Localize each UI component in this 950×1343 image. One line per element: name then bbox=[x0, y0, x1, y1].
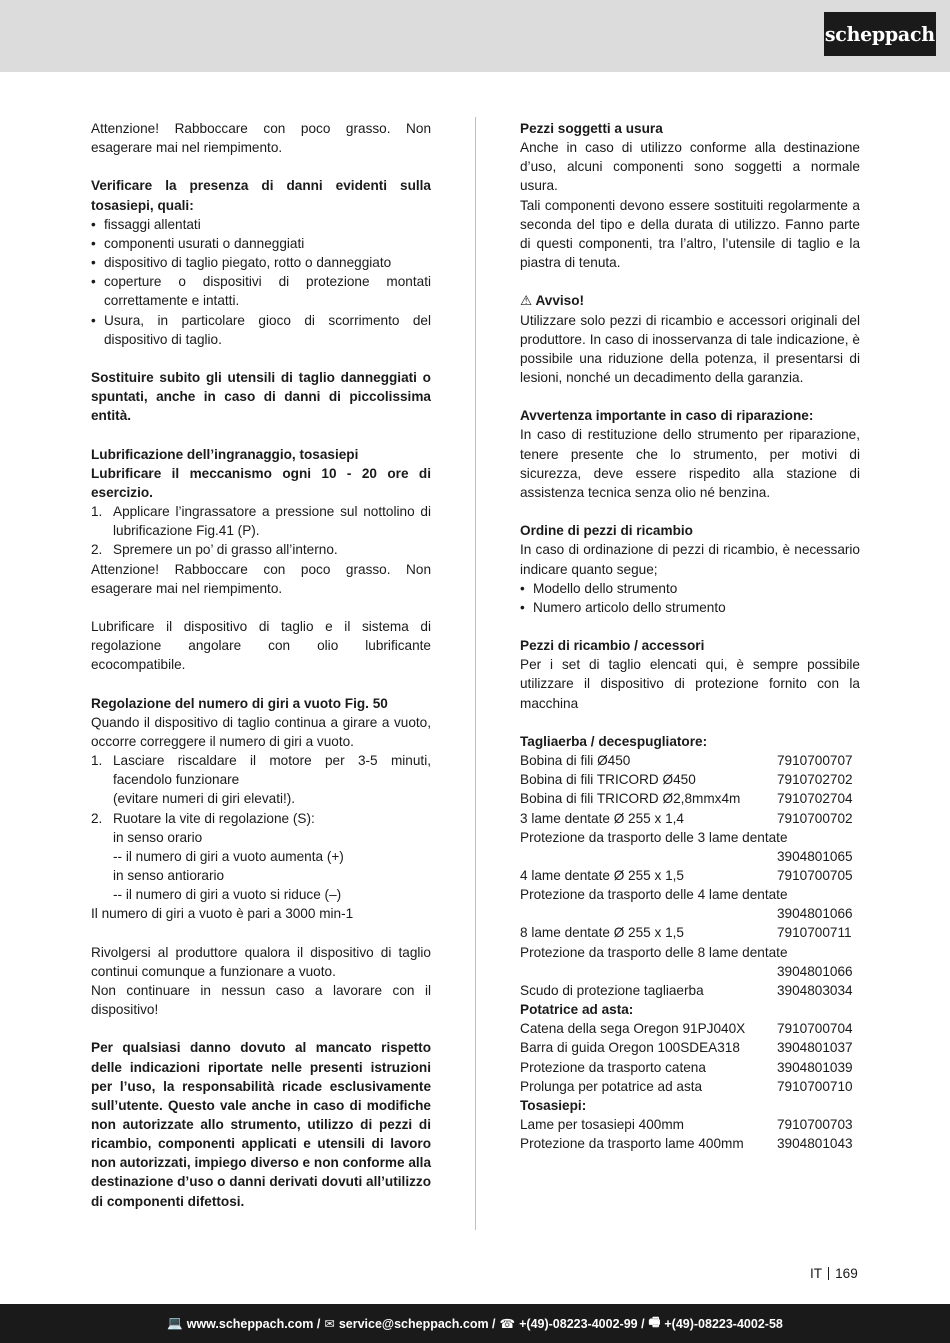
part-name: Scudo di protezione tagliaerba bbox=[520, 982, 704, 998]
parts-row bbox=[520, 962, 860, 981]
part-code: 7910700711 bbox=[777, 925, 852, 941]
part-name: Protezione da trasporto delle 3 lame dentate bbox=[520, 829, 788, 845]
email-link[interactable]: service@scheppach.com / bbox=[338, 1316, 496, 1331]
page-language: IT bbox=[810, 1266, 823, 1281]
left-column bbox=[91, 119, 431, 1211]
parts-heading: Potatrice ad asta: bbox=[520, 1002, 634, 1018]
list-text: Applicare l’ingrassatore a pressione sul nottolino di lubrificazione Fig.41 (P). bbox=[113, 504, 431, 539]
website-link[interactable]: www.scheppach.com / bbox=[186, 1316, 321, 1331]
section-heading: Pezzi di ricambio / accessori bbox=[520, 638, 705, 654]
paragraph: Non continuare in nessun caso a lavorare con il dispositivo! bbox=[91, 982, 431, 1018]
parts-row bbox=[520, 789, 860, 808]
warning-paragraph: Sostituire subito gli utensili di taglio danneggiati o spuntati, anche in caso di danni di piccolissima entità. bbox=[91, 370, 431, 424]
brand-logo-text: scheppach bbox=[825, 22, 935, 46]
brand-logo bbox=[824, 12, 936, 56]
list-note: -- il numero di giri a vuoto si riduce (–) bbox=[113, 887, 342, 903]
part-name: Protezione da trasporto delle 8 lame dentate bbox=[520, 944, 788, 960]
list-item: • coperture o dispositivi di protezione montati correttamente e intatti. bbox=[91, 272, 431, 310]
part-code: 7910700704 bbox=[777, 1021, 853, 1037]
part-name: Protezione da trasporto lame 400mm bbox=[520, 1136, 744, 1152]
section-subheading: Lubrificare il meccanismo ogni 10 - 20 ore di esercizio. bbox=[91, 465, 431, 500]
parts-row bbox=[520, 923, 860, 942]
parts-heading: Tosasiepi: bbox=[520, 1097, 587, 1113]
page-number bbox=[810, 1265, 858, 1283]
section-heading: Pezzi soggetti a usura bbox=[520, 121, 663, 136]
parts-row bbox=[520, 904, 860, 923]
part-name: Bobina di fili Ø450 bbox=[520, 753, 631, 769]
list-item: • fissaggi allentati bbox=[91, 215, 431, 234]
part-code: 3904801037 bbox=[777, 1040, 853, 1056]
list-note: in senso orario bbox=[113, 829, 203, 845]
paragraph: Per i set di taglio elencati qui, è sempre possibile utilizzare il dispositivo di protezione fornito con la macchina bbox=[520, 657, 860, 711]
page-number-value: 169 bbox=[835, 1266, 858, 1281]
section-heading: Verificare la presenza di danni evidenti sulla tosasiepi, quali: bbox=[91, 178, 431, 213]
part-code: 3904801065 bbox=[777, 848, 853, 864]
part-name: Prolunga per potatrice ad asta bbox=[520, 1078, 703, 1094]
parts-row bbox=[520, 751, 860, 770]
part-name: Bobina di fili TRICORD Ø450 bbox=[520, 772, 696, 788]
list-note: in senso antiorario bbox=[113, 868, 225, 884]
list-note: -- il numero di giri a vuoto aumenta (+) bbox=[113, 848, 344, 864]
list-number: 1. bbox=[91, 504, 103, 520]
part-name: 4 lame dentate Ø 255 x 1,5 bbox=[520, 868, 684, 884]
part-name: Barra di guida Oregon 100SDEA318 bbox=[520, 1040, 740, 1056]
list-item: • dispositivo di taglio piegato, rotto o danneggiato bbox=[91, 253, 431, 272]
parts-row bbox=[520, 1038, 860, 1057]
parts-row bbox=[520, 847, 860, 866]
part-code: 7910700705 bbox=[777, 868, 853, 884]
ordered-list-item bbox=[91, 540, 431, 559]
paragraph: Utilizzare solo pezzi di ricambio e accessori originali del produttore. In caso di inosservanza di tale indicazione, è possibile una riduzione della potenza, il presentarsi di lesioni, nonché un decadimento della garanzia. bbox=[520, 312, 860, 386]
fax-icon: 🖷 bbox=[648, 1315, 661, 1329]
parts-row bbox=[520, 981, 860, 1000]
part-name: Protezione da trasporto catena bbox=[520, 1059, 706, 1075]
part-code: 3904803034 bbox=[777, 982, 853, 998]
phone-number: +(49)-08223-4002-99 / bbox=[519, 1316, 645, 1331]
phone-icon: ☎ bbox=[499, 1317, 516, 1331]
header-band bbox=[0, 0, 950, 72]
part-code: 7910700702 bbox=[777, 810, 853, 826]
computer-icon: 💻 bbox=[167, 1316, 183, 1330]
parts-row bbox=[520, 1019, 860, 1038]
part-code: 7910702704 bbox=[777, 791, 853, 807]
column-divider bbox=[475, 117, 476, 1230]
parts-row bbox=[520, 1134, 860, 1153]
parts-row bbox=[520, 1115, 860, 1134]
ordered-list-item bbox=[91, 751, 431, 789]
paragraph: Lubrificare il dispositivo di taglio e il sistema di regolazione angolare con olio lubrificante ecocompatibile. bbox=[91, 619, 431, 673]
list-text: Ruotare la vite di regolazione (S): bbox=[113, 810, 315, 826]
paragraph: Quando il dispositivo di taglio continua a girare a vuoto, occorre correggere il numero di giri a vuoto. bbox=[91, 714, 431, 749]
section-heading: Avvertenza importante in caso di riparazione: bbox=[520, 408, 814, 424]
parts-row bbox=[520, 866, 860, 885]
section-heading: Regolazione del numero di giri a vuoto Fig. 50 bbox=[91, 695, 388, 711]
part-name: 3 lame dentate Ø 255 x 1,4 bbox=[520, 810, 684, 826]
paragraph: Attenzione! Rabboccare con poco grasso. Non esagerare mai nel riempimento. bbox=[91, 121, 431, 156]
section-heading: Ordine di pezzi di ricambio bbox=[520, 523, 693, 539]
paragraph: Il numero di giri a vuoto è pari a 3000 min-1 bbox=[91, 906, 354, 922]
paragraph: In caso di restituzione dello strumento per riparazione, tenere presente che lo strumento, per motivi di sicurezza, deve essere rispedito alla stazione di assistenza tecnica senza olio né benzina. bbox=[520, 427, 860, 500]
parts-row bbox=[520, 1058, 860, 1077]
list-item: • Modello dello strumento bbox=[520, 579, 860, 598]
part-name: Bobina di fili TRICORD Ø2,8mmx4m bbox=[520, 791, 741, 807]
paragraph: Anche in caso di utilizzo conforme alla destinazione d’uso, alcuni componenti sono soggetti a normale usura. bbox=[520, 140, 860, 194]
paragraph: Rivolgersi al produttore qualora il dispositivo di taglio continui comunque a funzionare a vuoto. bbox=[91, 944, 431, 979]
ordered-list-item bbox=[91, 809, 431, 828]
section-heading: Lubrificazione dell’ingranaggio, tosasiepi bbox=[91, 446, 359, 462]
part-code: 3904801039 bbox=[777, 1059, 853, 1075]
footer-contact-bar bbox=[0, 1304, 950, 1343]
parts-row bbox=[520, 770, 860, 789]
part-code: 3904801066 bbox=[777, 963, 853, 979]
part-name: 8 lame dentate Ø 255 x 1,5 bbox=[520, 925, 684, 941]
part-code: 7910702702 bbox=[777, 772, 853, 788]
list-text: Lasciare riscaldare il motore per 3-5 minuti, facendolo funzionare bbox=[113, 753, 431, 788]
paragraph: In caso di ordinazione di pezzi di ricambio, è necessario indicare quanto segue; bbox=[520, 542, 860, 577]
part-name: Protezione da trasporto delle 4 lame dentate bbox=[520, 887, 788, 903]
part-code: 7910700710 bbox=[777, 1078, 853, 1094]
parts-heading: Tagliaerba / decespugliatore: bbox=[520, 733, 708, 749]
list-note: (evitare numeri di giri elevati!). bbox=[113, 791, 296, 807]
part-name: Lame per tosasiepi 400mm bbox=[520, 1117, 684, 1133]
warning-icon: ⚠ bbox=[520, 293, 533, 309]
fax-number: +(49)-08223-4002-58 bbox=[664, 1316, 783, 1331]
parts-row bbox=[520, 1077, 860, 1096]
part-code: 3904801066 bbox=[777, 906, 853, 922]
paragraph: Tali componenti devono essere sostituiti regolarmente a seconda del tipo e della durata di utilizzo. Fanno parte di questi componenti, tra l’altro, l’utensile di taglio e la piastra di tenuta. bbox=[520, 197, 860, 271]
warning-heading-text: Avviso! bbox=[535, 293, 585, 309]
right-column bbox=[520, 119, 860, 1153]
list-item: • Usura, in particolare gioco di scorrimento del dispositivo di taglio. bbox=[91, 311, 431, 349]
list-number: 2. bbox=[91, 542, 103, 558]
mail-icon: ✉ bbox=[324, 1317, 335, 1331]
warning-heading bbox=[520, 291, 860, 310]
list-item: • componenti usurati o danneggiati bbox=[91, 234, 431, 253]
list-number: 2. bbox=[91, 810, 103, 826]
list-number: 1. bbox=[91, 753, 103, 769]
part-name: Catena della sega Oregon 91PJ040X bbox=[520, 1021, 746, 1037]
paragraph: Attenzione! Rabboccare con poco grasso. Non esagerare mai nel riempimento. bbox=[91, 561, 431, 596]
part-code: 7910700703 bbox=[777, 1117, 853, 1133]
list-item: • Numero articolo dello strumento bbox=[520, 598, 860, 617]
parts-row bbox=[520, 809, 860, 828]
list-text: Spremere un po’ di grasso all’interno. bbox=[113, 542, 338, 558]
ordered-list-item bbox=[91, 502, 431, 540]
liability-paragraph: Per qualsiasi danno dovuto al mancato rispetto delle indicazioni riportate nelle presenti istruzioni per l’uso, la responsabilità ricade esclusivamente sull’utente. Questo vale anche in caso di modifiche non autorizzate allo strumento, utilizzo di pezzi di ricambio, componenti applicati e utensili di lavoro non autorizzati, impiego diverso e non conforme alla destinazione d’uso o danni derivati dovuti all’utilizzo di componenti difettosi. bbox=[91, 1040, 431, 1209]
check-list bbox=[91, 215, 431, 349]
part-code: 3904801043 bbox=[777, 1136, 853, 1152]
part-code: 7910700707 bbox=[777, 753, 853, 769]
